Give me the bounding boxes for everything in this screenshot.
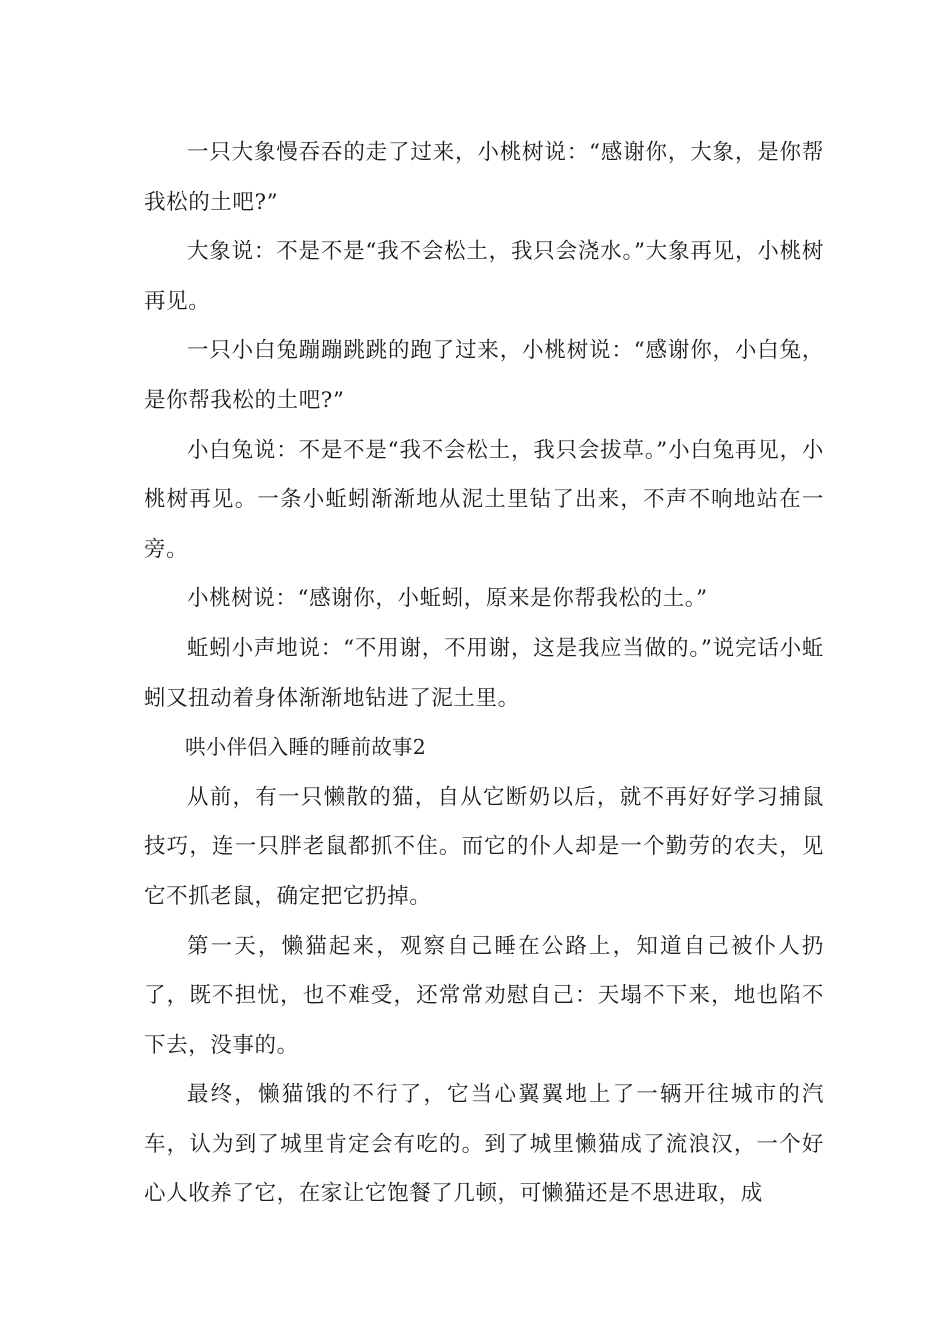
paragraph-earthworm-reply: 蚯蚓小声地说：“不用谢，不用谢，这是我应当做的。”说完话小蚯蚓又扭动着身体渐渐地钻进了泥土里。 bbox=[144, 635, 824, 711]
paragraph-lazy-cat-city: 最终，懒猫饿的不行了，它当心翼翼地上了一辆开往城市的汽车，认为到了城里肯定会有吃的。到了城里懒猫成了流浪汉，一个好心人收养了它，在家让它饱餐了几顿，可懒猫还是不思进取，成 bbox=[144, 1082, 824, 1207]
paragraph-elephant-visit: 一只大象慢吞吞的走了过来，小桃树说：“感谢你，大象，是你帮我松的土吧?” bbox=[144, 140, 824, 215]
document-body bbox=[144, 128, 824, 1219]
section-heading: 哄小伴侣入睡的睡前故事2 bbox=[185, 735, 426, 760]
paragraph-thanks-earthworm: 小桃树说：“感谢你，小蚯蚓，原来是你帮我松的土。” bbox=[187, 586, 708, 612]
paragraph-lazy-cat-intro: 从前，有一只懒散的猫，自从它断奶以后，就不再好好学习捕鼠技巧，连一只胖老鼠都抓不住。而它的仆人却是一个勤劳的农夫，见它不抓老鼠，确定把它扔掉。 bbox=[144, 784, 824, 909]
paragraph-lazy-cat-day-one: 第一天，懒猫起来，观察自己睡在公路上，知道自己被仆人扔了，既不担忧，也不难受，还常常劝慰自己：天塌不下来，地也陷不下去，没事的。 bbox=[144, 933, 824, 1058]
paragraph-rabbit-reply: 小白兔说：不是不是“我不会松土，我只会拔草。”小白兔再见，小桃树再见。一条小蚯蚓渐渐地从泥土里钻了出来，不声不响地站在一旁。 bbox=[144, 437, 824, 562]
paragraph-elephant-reply: 大象说：不是不是“我不会松土，我只会浇水。”大象再见，小桃树再见。 bbox=[144, 239, 824, 314]
paragraph-rabbit-visit: 一只小白兔蹦蹦跳跳的跑了过来，小桃树说：“感谢你，小白兔，是你帮我松的土吧?” bbox=[144, 338, 824, 413]
